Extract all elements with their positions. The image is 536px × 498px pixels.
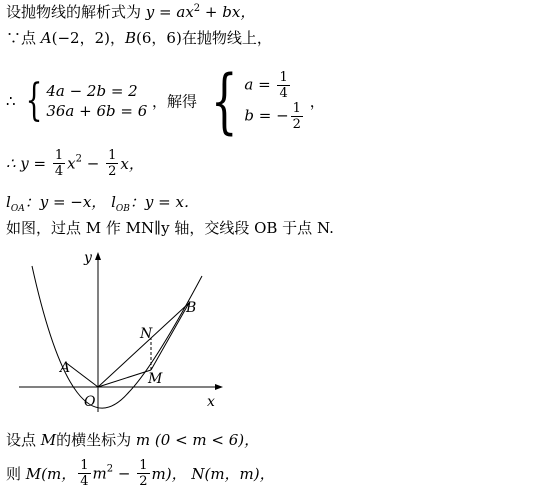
line-6: 如图，过点 M 作 MN∥y 轴，交线段 OB 于点 N. xyxy=(6,219,334,237)
line-oa-equation: ：y = −x， xyxy=(24,193,107,211)
line-1-math: y = ax xyxy=(145,3,194,21)
line-oa-sub: OA xyxy=(10,204,25,214)
line-1 xyxy=(6,2,255,22)
label-o: O xyxy=(84,394,96,410)
line-5 xyxy=(6,192,199,212)
label-m: M xyxy=(148,371,163,387)
line-1-text: 设抛物线的解析式为 xyxy=(6,3,142,21)
label-b: B xyxy=(186,300,197,316)
y-axis-arrow xyxy=(95,252,101,260)
line-7 xyxy=(6,430,259,450)
x-term: x xyxy=(67,154,76,173)
m-term: m xyxy=(92,464,107,483)
segment-om xyxy=(98,370,151,387)
label-n: N xyxy=(140,326,153,342)
y-equals: ∴ y = xyxy=(6,154,51,173)
equation-2: 36a + 6b = 6 xyxy=(46,102,148,120)
therefore-symbol: ∴ xyxy=(6,92,16,110)
m-range: m (0 < m < 6)， xyxy=(135,431,260,449)
fraction-half-2: $\frac{1}{2}$ xyxy=(139,458,148,489)
point-m-name: M xyxy=(40,431,57,449)
m-sup: 2 xyxy=(106,463,114,475)
line-7-a: 设点 xyxy=(6,431,41,449)
segment-mb xyxy=(151,303,189,370)
line-1-tail: + bx， xyxy=(200,3,256,21)
point-a-name: A xyxy=(40,29,52,47)
minus-sign: − xyxy=(82,154,105,173)
left-brace: { xyxy=(210,60,238,142)
solution-system xyxy=(202,60,305,142)
solution-b: b = − $\frac{1}{2}$ xyxy=(244,101,301,132)
point-b-name: B xyxy=(125,29,137,47)
fraction-quarter-2: $\frac{1}{4}$ xyxy=(80,458,89,489)
line-4-tail: x， xyxy=(120,155,144,173)
parabola-figure xyxy=(14,246,234,416)
line-ob-symbol: l xyxy=(111,193,116,211)
label-a: A xyxy=(60,360,71,376)
line-3 xyxy=(6,60,325,142)
x-axis-arrow xyxy=(215,384,223,390)
line-2-tail: 在抛物线上， xyxy=(181,29,272,47)
line-2 xyxy=(6,28,272,48)
line-3-comma: ， xyxy=(309,92,325,111)
fraction-half: $\frac{1}{2}$ xyxy=(108,148,117,179)
line-4 xyxy=(6,148,144,179)
line-7-b: 的横坐标为 xyxy=(56,431,136,449)
left-brace: { xyxy=(25,75,43,126)
point-b-coord: (6，6) xyxy=(136,29,182,47)
fraction-quarter: $\frac{1}{4}$ xyxy=(54,148,64,179)
x-sup: 2 xyxy=(75,153,83,165)
line-8-a: 则 xyxy=(6,465,26,483)
line-oa-symbol: l xyxy=(6,193,11,211)
line-ob-equation: ：y = x． xyxy=(129,193,199,211)
label-y: y xyxy=(84,250,92,266)
line-ob-sub: OB xyxy=(115,204,130,214)
solve-text: ，解得 xyxy=(152,92,198,111)
equation-system xyxy=(20,75,148,126)
line-2-because: ∵点 xyxy=(6,29,41,47)
line-8-tail: m)， N(m，m)， xyxy=(151,465,275,483)
minus-sign-2: − xyxy=(113,464,136,483)
label-x: x xyxy=(207,394,215,410)
line-1-sup: 2 xyxy=(193,3,201,14)
equation-1: 4a − 2b = 2 xyxy=(46,82,138,100)
point-m-coord-start: M(m， xyxy=(25,465,77,483)
line-8 xyxy=(6,458,275,489)
point-a-coord: (−2，2)， xyxy=(51,29,125,47)
solution-a: a = $\frac{1}{4}$ xyxy=(244,70,288,101)
